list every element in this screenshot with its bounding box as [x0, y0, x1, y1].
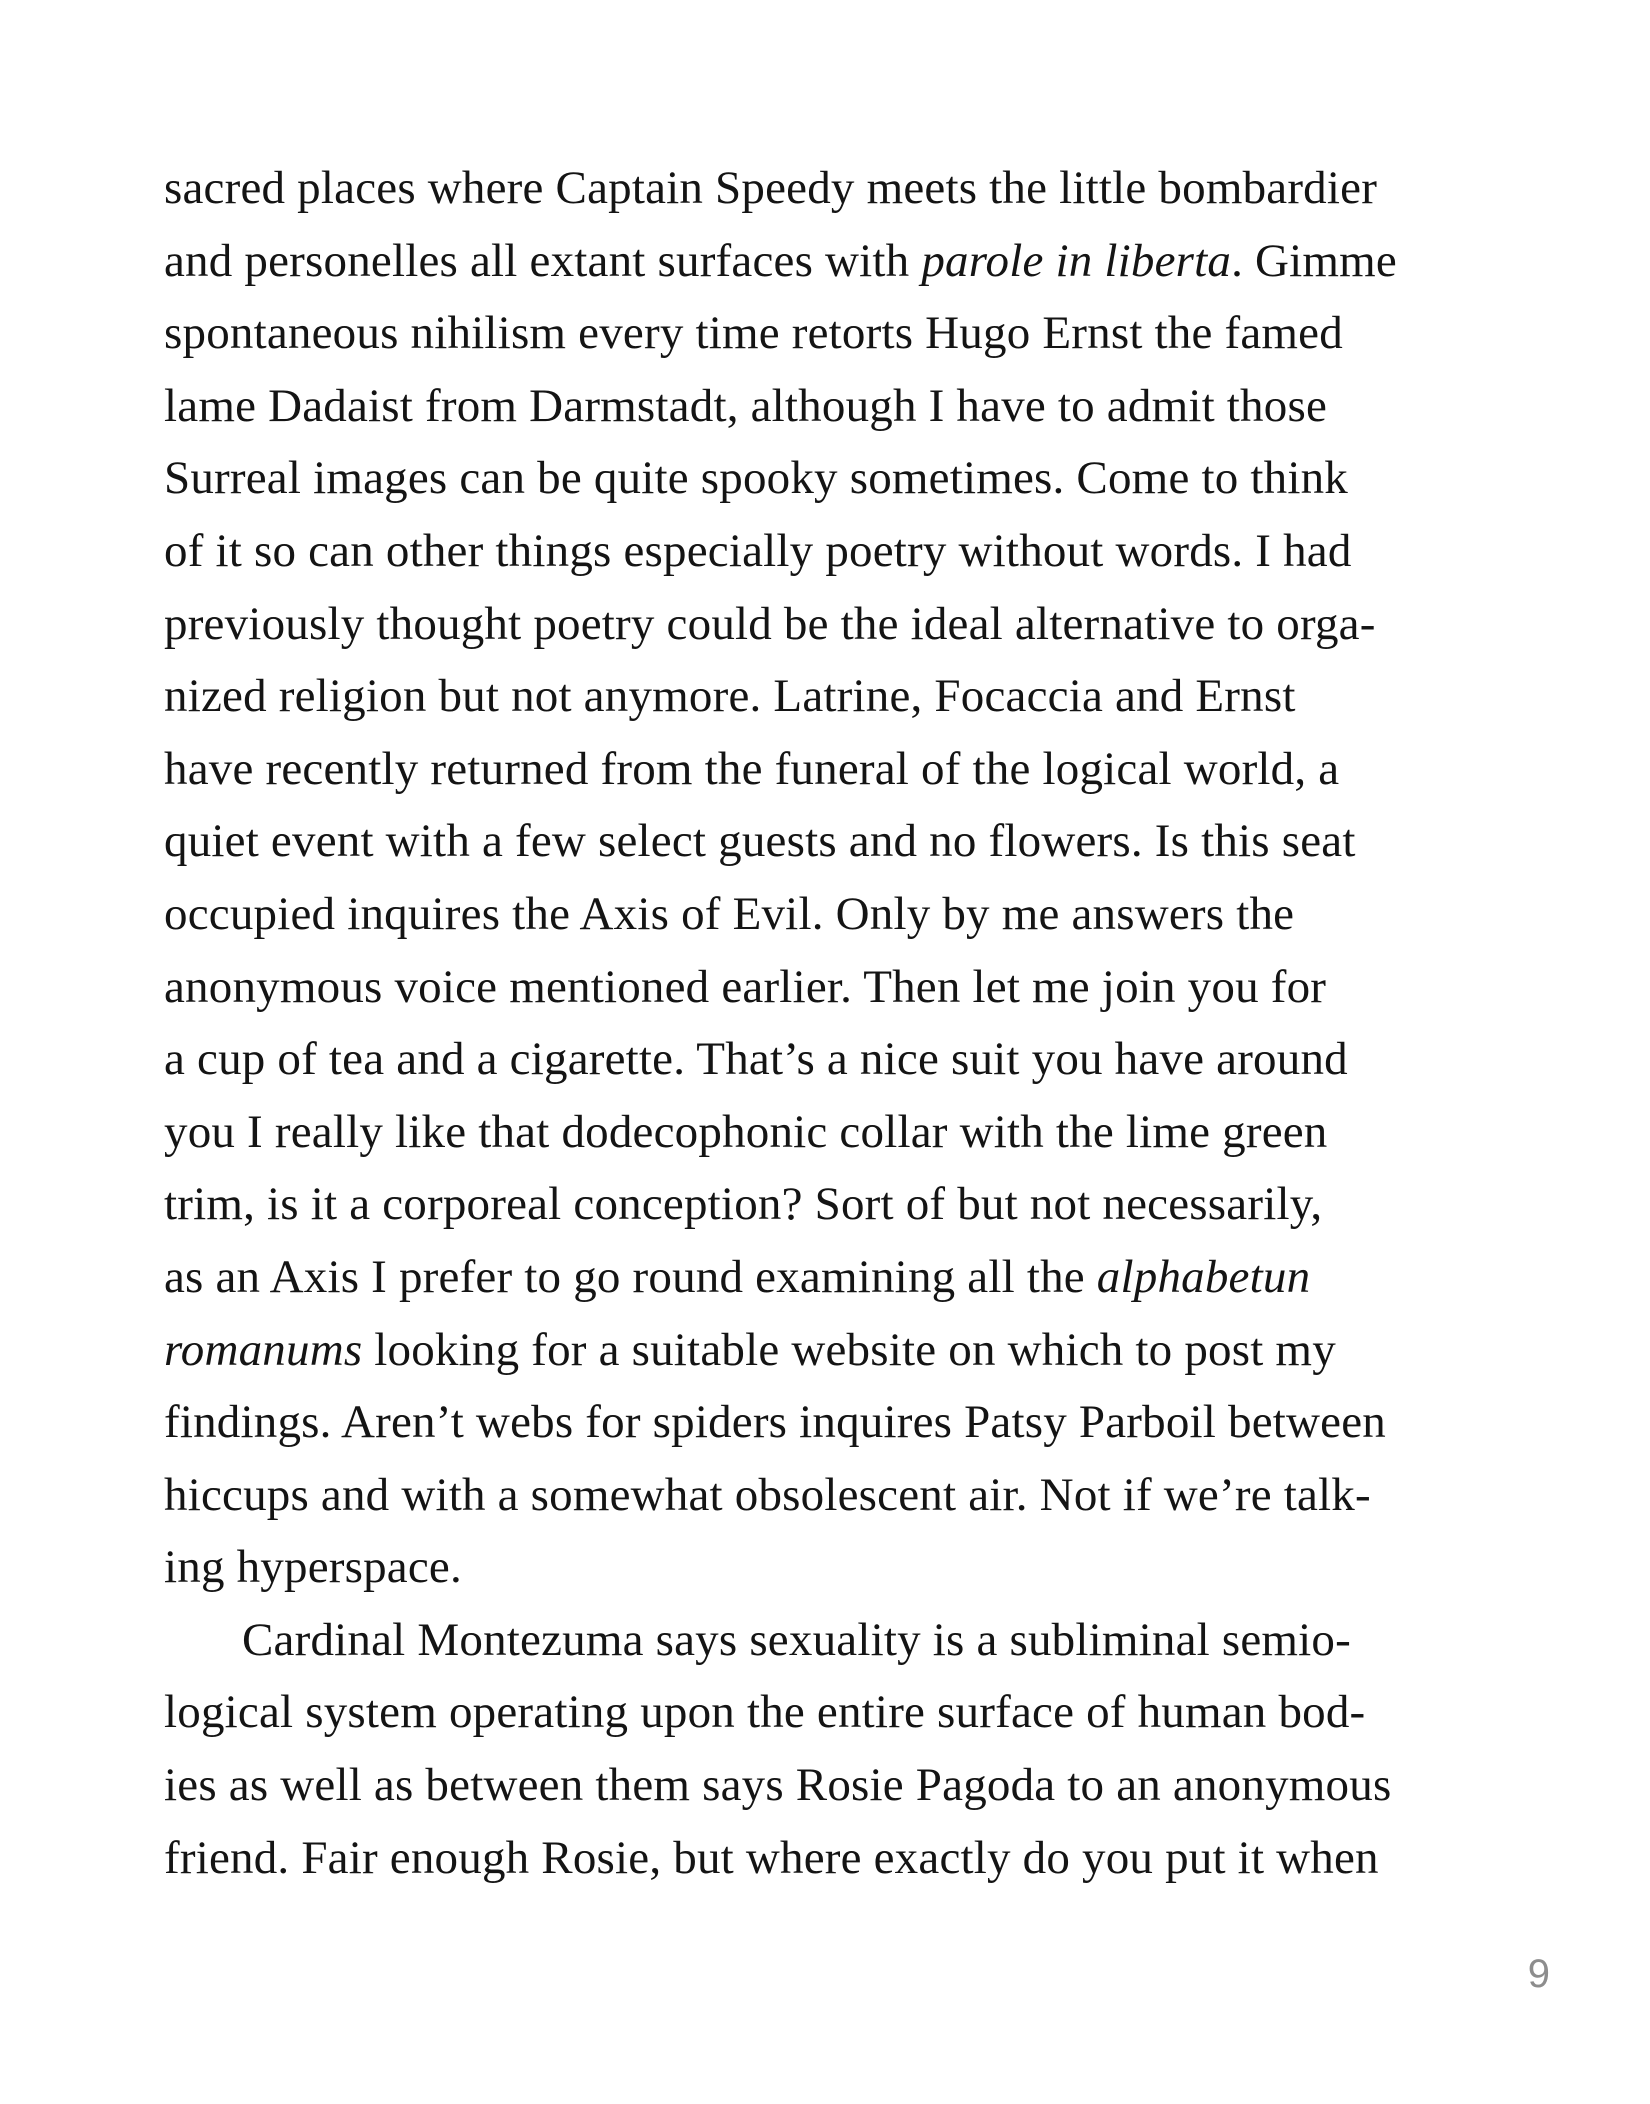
- text-segment: Surreal images can be quite spooky sometimes. Come to think: [164, 452, 1348, 505]
- text-segment: ing hyperspace.: [164, 1541, 462, 1594]
- text-line: [164, 1749, 1494, 1822]
- text-segment: lame Dadaist from Darmstadt, although I have to admit those: [164, 379, 1328, 432]
- text-segment: nized religion but not anymore. Latrine, Focaccia and Ernst: [164, 670, 1296, 723]
- text-segment: and personelles all extant surfaces with: [164, 234, 922, 287]
- text-block: [164, 152, 1494, 1894]
- text-line: [164, 515, 1494, 588]
- text-segment: friend. Fair enough Rosie, but where exactly do you put it when: [164, 1831, 1379, 1884]
- text-segment: trim, is it a corporeal conception? Sort of but not necessarily,: [164, 1178, 1323, 1231]
- text-line: [164, 1531, 1494, 1604]
- text-line: [164, 805, 1494, 878]
- text-line: [164, 588, 1494, 661]
- text-segment: sacred places where Captain Speedy meets the little bombardier: [164, 162, 1378, 214]
- text-line: [164, 1168, 1494, 1241]
- text-segment: a cup of tea and a cigarette. That’s a nice suit you have around: [164, 1033, 1348, 1086]
- text-segment: anonymous voice mentioned earlier. Then let me join you for: [164, 960, 1327, 1013]
- text-segment: occupied inquires the Axis of Evil. Only by me answers the: [164, 887, 1295, 940]
- text-line: [164, 1096, 1494, 1169]
- text-line: [164, 951, 1494, 1024]
- text-line: [164, 1459, 1494, 1532]
- text-segment: hiccups and with a somewhat obsolescent air. Not if we’re talk-: [164, 1468, 1371, 1521]
- page-number: 9: [1527, 1952, 1550, 1996]
- text-segment: . Gimme: [1231, 234, 1397, 287]
- paragraph-2: [164, 1604, 1494, 1894]
- italic-text-segment: parole in liberta: [921, 234, 1232, 287]
- text-line: [164, 442, 1494, 515]
- text-line: [164, 152, 1494, 225]
- text-line: [164, 225, 1494, 298]
- text-line: [164, 1314, 1494, 1387]
- text-line: [164, 297, 1494, 370]
- text-line: [164, 1386, 1494, 1459]
- text-segment: quiet event with a few select guests and no flowers. Is this seat: [164, 815, 1356, 868]
- text-segment: of it so can other things especially poetry without words. I had: [164, 524, 1352, 577]
- text-line: [164, 1241, 1494, 1314]
- text-line: [164, 1023, 1494, 1096]
- text-segment: previously thought poetry could be the ideal alternative to orga-: [164, 597, 1376, 650]
- text-segment: findings. Aren’t webs for spiders inquires Patsy Parboil between: [164, 1396, 1386, 1449]
- text-segment: looking for a suitable website on which to post my: [362, 1323, 1336, 1376]
- text-segment: you I really like that dodecophonic collar with the lime green: [164, 1105, 1328, 1158]
- text-line: [164, 1676, 1494, 1749]
- italic-text-segment: alphabetun: [1096, 1250, 1311, 1303]
- paragraph-1: [164, 152, 1494, 1604]
- text-segment: as an Axis I prefer to go round examining all the: [164, 1250, 1097, 1303]
- text-segment: logical system operating upon the entire surface of human bod-: [164, 1686, 1366, 1739]
- text-segment: Cardinal Montezuma says sexuality is a subliminal semio-: [242, 1613, 1351, 1666]
- text-line: [164, 1822, 1494, 1895]
- italic-text-segment: romanums: [164, 1323, 363, 1376]
- text-line: [164, 660, 1494, 733]
- text-line: [164, 1604, 1494, 1677]
- text-segment: ies as well as between them says Rosie Pagoda to an anonymous: [164, 1759, 1392, 1812]
- text-segment: have recently returned from the funeral of the logical world, a: [164, 742, 1340, 795]
- text-line: [164, 733, 1494, 806]
- text-segment: spontaneous nihilism every time retorts Hugo Ernst the famed: [164, 307, 1343, 360]
- text-line: [164, 878, 1494, 951]
- text-line: [164, 370, 1494, 443]
